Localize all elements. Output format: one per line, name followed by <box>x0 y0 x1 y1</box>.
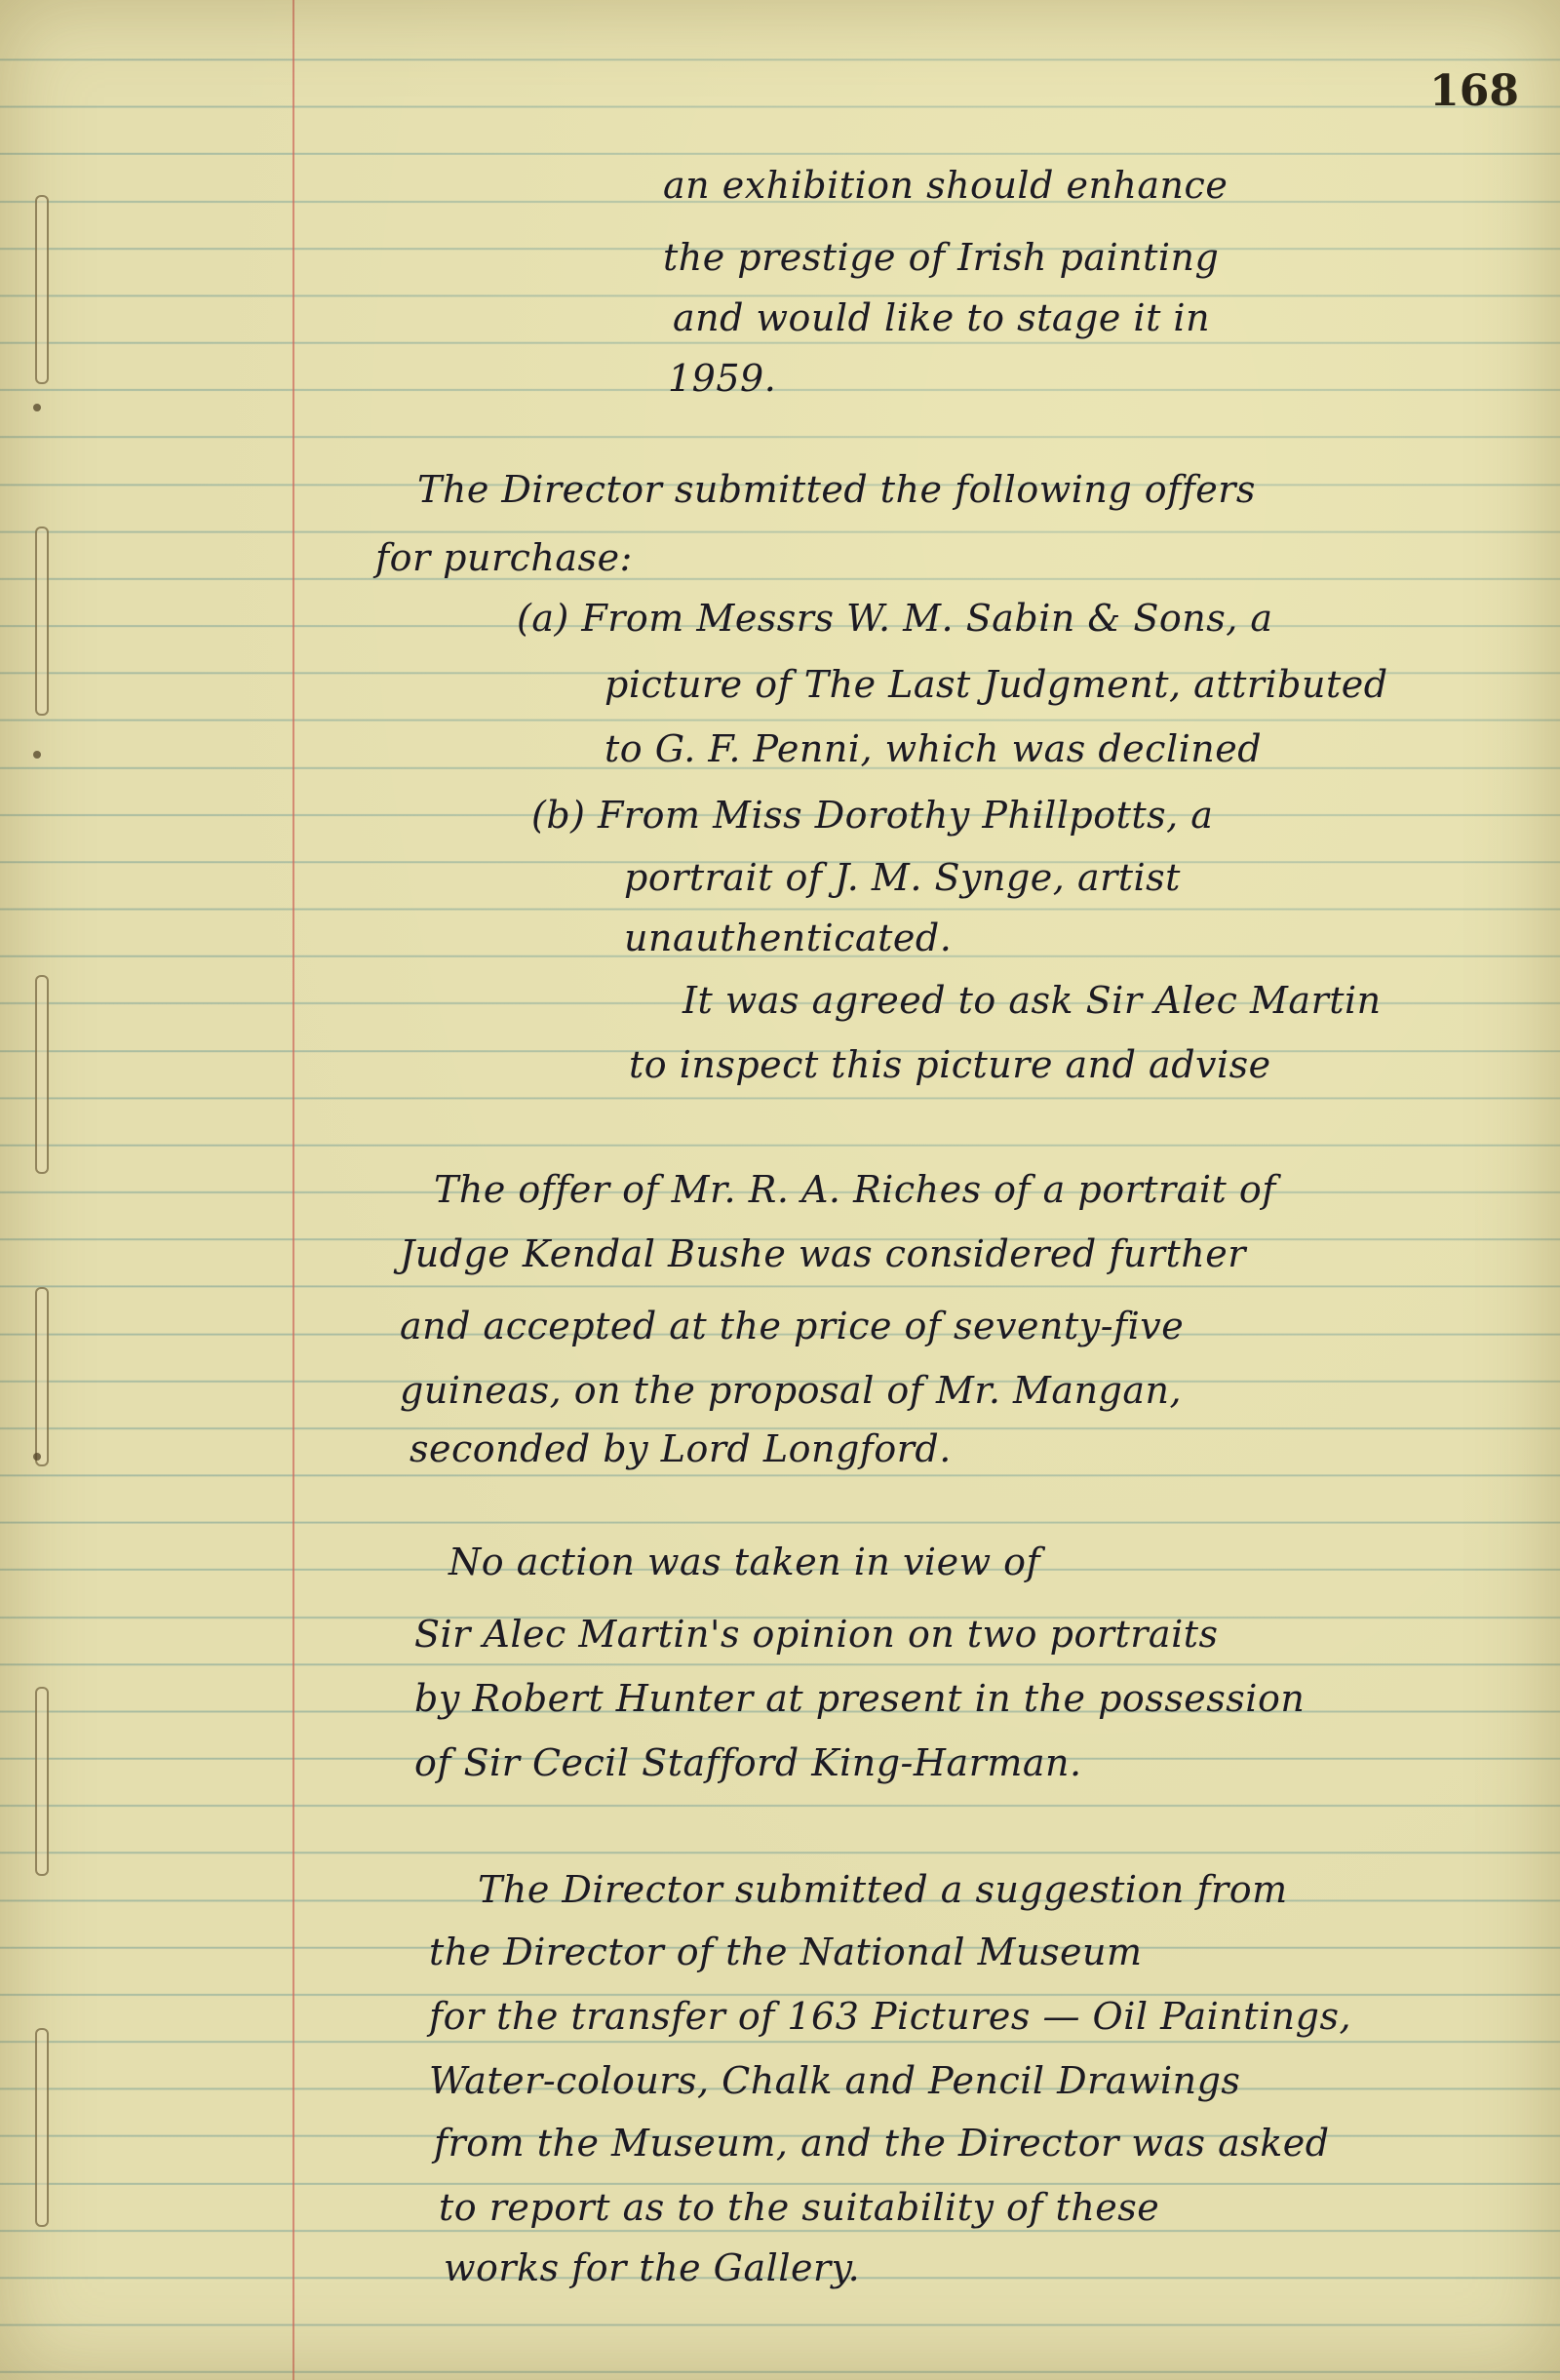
handwritten-line: picture of The Last Judgment, attributed <box>604 663 1388 706</box>
handwritten-line: Water-colours, Chalk and Pencil Drawings <box>429 2059 1241 2102</box>
handwritten-line: The Director submitted the following offers <box>417 468 1256 511</box>
binding-hole <box>33 404 41 411</box>
binding-stitch <box>35 527 49 716</box>
binding-stitch <box>35 2028 49 2227</box>
binding-stitch <box>35 195 49 384</box>
handwritten-line: to inspect this picture and advise <box>629 1043 1271 1086</box>
handwritten-line: and accepted at the price of seventy-five <box>400 1305 1185 1347</box>
handwritten-line: unauthenticated. <box>624 917 953 959</box>
binding-hole <box>33 1453 41 1461</box>
handwritten-line: It was agreed to ask Sir Alec Martin <box>682 979 1382 1022</box>
handwritten-line: (b) From Miss Dorothy Phillpotts, a <box>531 794 1214 837</box>
handwritten-line: to G. F. Penni, which was declined <box>604 727 1263 770</box>
handwritten-line: Sir Alec Martin's opinion on two portraits <box>414 1613 1219 1656</box>
handwritten-line: the prestige of Irish painting <box>663 236 1220 279</box>
red-margin-line <box>292 0 294 2380</box>
handwritten-line: guineas, on the proposal of Mr. Mangan, <box>400 1369 1183 1412</box>
binding-hole <box>33 751 41 759</box>
handwritten-line: from the Museum, and the Director was asked <box>434 2122 1330 2165</box>
handwritten-line: and would like to stage it in <box>673 296 1211 339</box>
handwritten-line: the Director of the National Museum <box>429 1931 1143 1973</box>
handwritten-line: for the transfer of 163 Pictures — Oil Paintings, <box>429 1995 1352 2038</box>
handwritten-line: The Director submitted a suggestion from <box>478 1868 1288 1911</box>
handwritten-line: The offer of Mr. R. A. Riches of a portrait of <box>434 1168 1276 1211</box>
handwritten-line: for purchase: <box>375 536 633 579</box>
handwritten-line: by Robert Hunter at present in the possession <box>414 1677 1306 1720</box>
handwritten-line: to report as to the suitability of these <box>439 2186 1160 2229</box>
handwritten-line: an exhibition should enhance <box>663 164 1228 207</box>
page-number: 168 <box>1429 66 1519 116</box>
binding-stitch <box>35 1287 49 1466</box>
handwritten-line: No action was taken in view of <box>448 1541 1041 1583</box>
handwritten-line: 1959. <box>668 357 777 400</box>
handwritten-line: (a) From Messrs W. M. Sabin & Sons, a <box>517 597 1273 640</box>
handwritten-line: seconded by Lord Longford. <box>410 1427 952 1470</box>
handwritten-line: of Sir Cecil Stafford King-Harman. <box>414 1741 1082 1784</box>
binding-stitch <box>35 975 49 1174</box>
binding-stitch <box>35 1687 49 1876</box>
handwritten-line: works for the Gallery. <box>444 2246 861 2289</box>
handwritten-line: Judge Kendal Bushe was considered further <box>400 1232 1246 1275</box>
handwritten-line: portrait of J. M. Synge, artist <box>624 856 1181 899</box>
